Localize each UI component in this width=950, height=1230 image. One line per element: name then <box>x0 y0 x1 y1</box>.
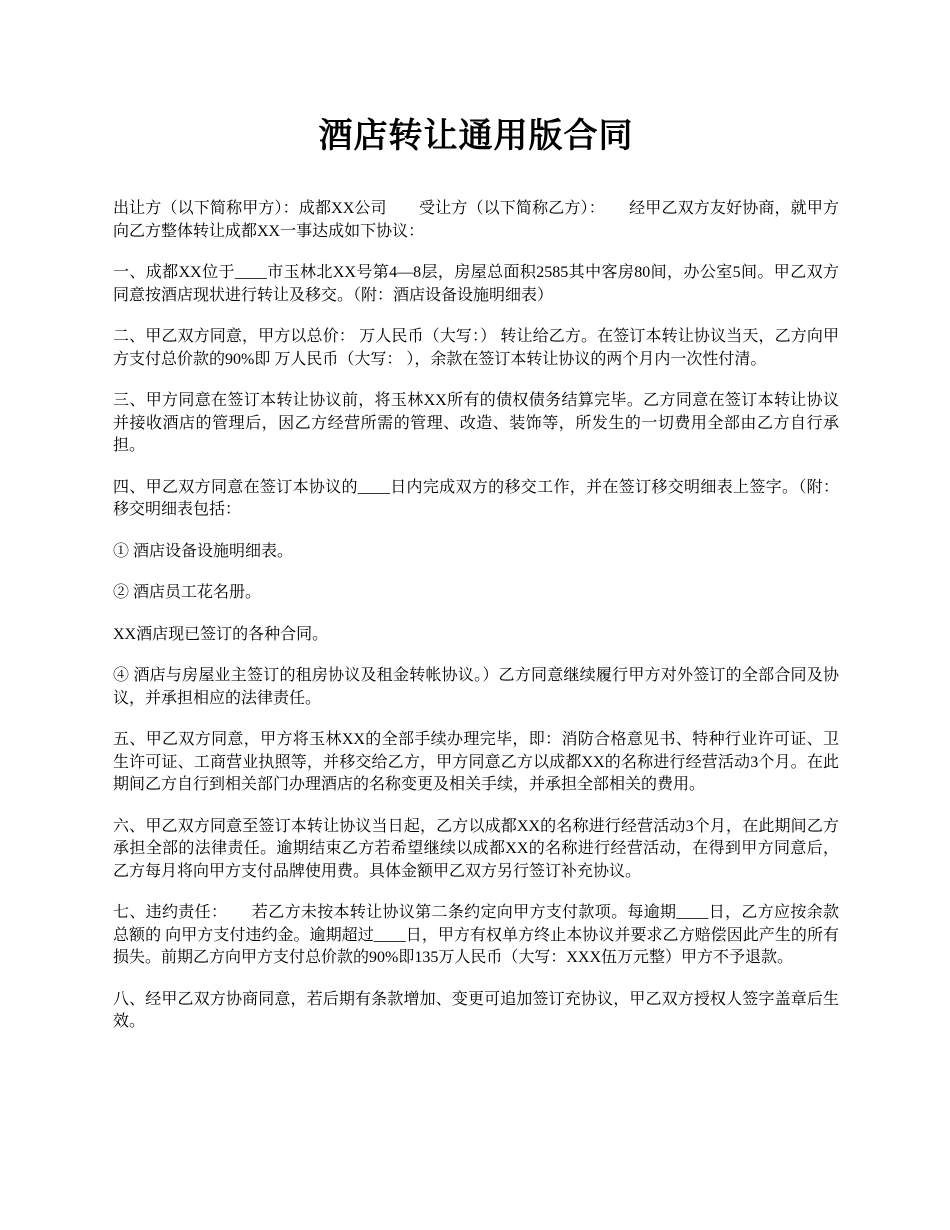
clause-6-paragraph: 六、甲乙双方同意至签订本转让协议当日起，乙方以成都XX的名称进行经营活动3个月，在此期间乙方承担全部的法律责任。逾期结束乙方若希望继续以成都XX的名称进行经营活动，在得到甲方同意后，乙方每月将向甲方支付品牌使用费。具体金额甲乙双方另行签订补充协议。 <box>113 817 839 880</box>
list-item-staff-roster: ② 酒店员工花名册。 <box>113 584 262 601</box>
clause-2-paragraph: 二、甲乙双方同意，甲方以总价： 万人民币（大写：） 转让给乙方。在签订本转让协议当天，乙方向甲方支付总价款的90%即 万人民币（大写： ），余款在签订本转让协议的两个月内一次性付清。 <box>113 328 839 368</box>
clause-3-paragraph: 三、甲方同意在签订本转让协议前，将玉林XX所有的债权债务结算完毕。乙方同意在签订本转让协议并接收酒店的管理后，因乙方经营所需的管理、改造、装饰等，所发生的一切费用全部由乙方自行承担。 <box>113 392 839 454</box>
clause-7-paragraph: 七、违约责任： 若乙方未按本转让协议第二条约定向甲方支付款项。每逾期____日，乙方应按余款总额的 向甲方支付违约金。逾期超过____日，甲方有权单方终止本协议并要求乙方赔偿因此产生的所有损失。前期乙方向甲方支付总价款的90%即135万人民币（大写：XXX伍万元整）甲方不予退款。 <box>113 904 839 966</box>
list-item-equipment: ① 酒店设备设施明细表。 <box>113 542 294 560</box>
clause-8-paragraph: 八、经甲乙双方协商同意，若后期有条款增加、变更可追加签订充协议，甲乙双方授权人签字盖章后生效。 <box>113 990 839 1030</box>
clause-4-paragraph: 四、甲乙双方同意在签订本协议的____日内完成双方的移交工作，并在签订移交明细表上签字。（附：移交明细表包括： <box>113 478 839 518</box>
parties-intro-paragraph: 出让方（以下简称甲方）：成都XX公司 受让方（以下简称乙方）： 经甲乙双方友好协商，就甲方向乙方整体转让成都XX一事达成如下协议： <box>113 200 839 240</box>
document-page <box>113 112 839 1053</box>
clause-5-paragraph: 五、甲乙双方同意，甲方将玉林XX的全部手续办理完毕，即：消防合格意见书、特种行业许可证、卫生许可证、工商营业执照等，并移交给乙方，甲方同意乙方以成都XX的名称进行经营活动3个月。在此期间乙方自行到相关部门办理酒店的名称变更及相关手续，并承担全部相关的费用。 <box>113 731 839 793</box>
document-title: 酒店转让通用版合同 <box>318 118 634 155</box>
list-item-contracts: XX酒店现已签订的各种合同。 <box>113 625 329 643</box>
clause-1-paragraph: 一、成都XX位于____市玉林北XX号第4—8层，房屋总面积2585其中客房80间，办公室5间。甲乙双方同意按酒店现状进行转让及移交。（附：酒店设备设施明细表） <box>113 264 839 304</box>
list-item-lease-agreement: ④ 酒店与房屋业主签订的租房协议及租金转帐协议。）乙方同意继续履行甲方对外签订的全部合同及协议，并承担相应的法律责任。 <box>113 667 839 707</box>
